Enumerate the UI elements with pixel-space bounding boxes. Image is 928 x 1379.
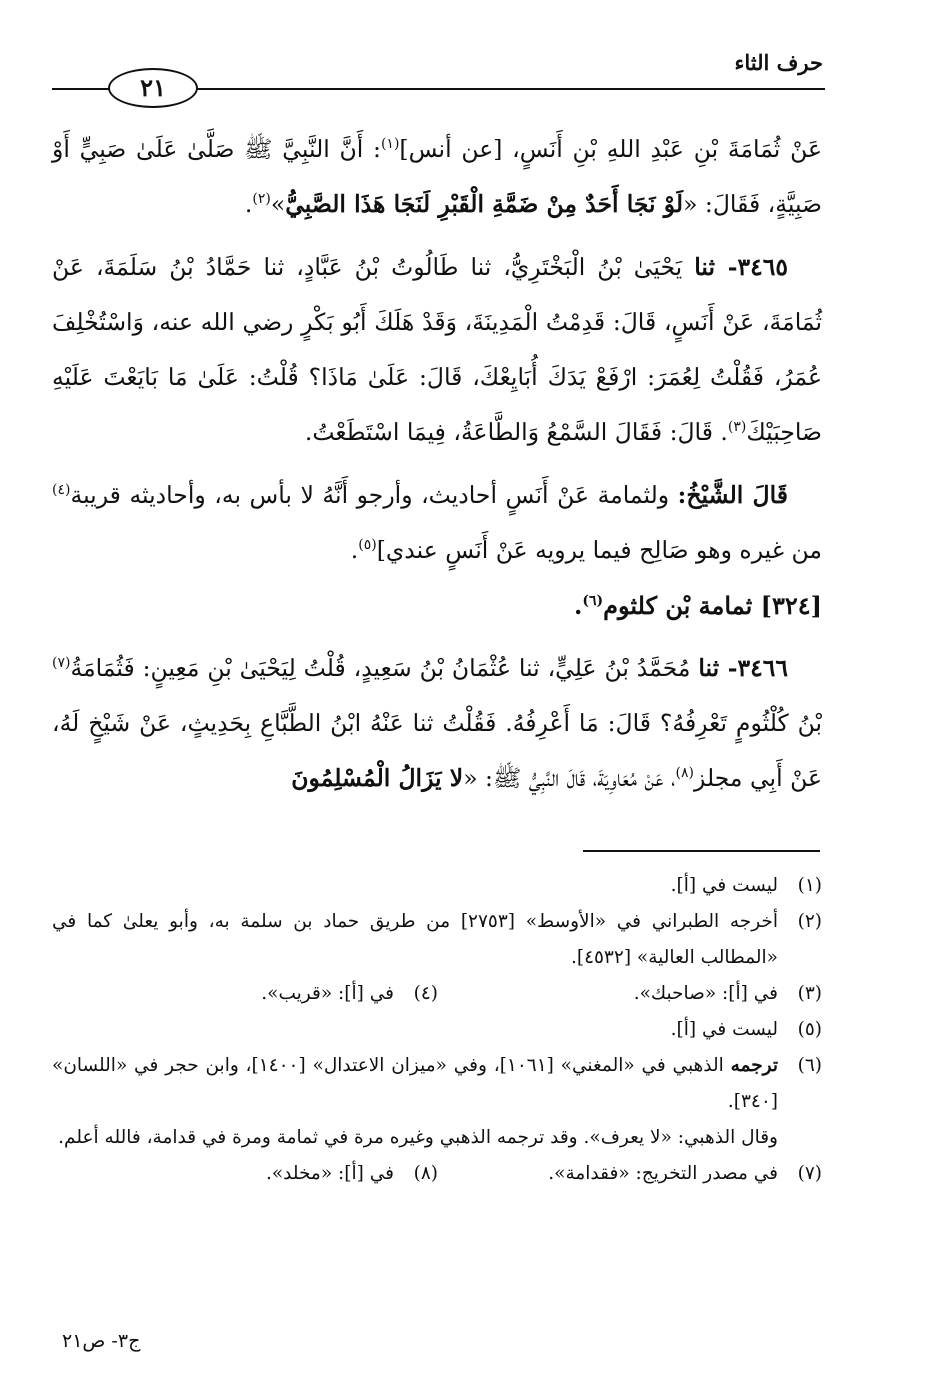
paragraph-3466 [52,641,822,806]
footnote-1 [52,868,822,904]
footnote-8-number: (٨) [413,1163,438,1184]
footnote-5-number: (٥) [797,1019,822,1040]
footnote-ref-7: (٧) [52,655,71,672]
footnote-6-number: (٦) [797,1055,822,1076]
paragraph-sheikh-comment [52,468,822,578]
footnote-8 [266,1156,438,1192]
footnotes [52,868,822,1192]
entry-heading-end: . [573,591,583,620]
main-text [52,122,822,806]
p4-hadith-quote: لا يَزَالُ الْمُسْلِمُونَ [291,764,464,792]
footnote-8-text: في [أ]: «مخلد». [265,1163,394,1184]
p4-keyword: ثنا [698,654,720,682]
footnote-5-text: ليست في [أ]. [670,1019,778,1040]
paragraph-1 [52,122,822,232]
footnote-6-continuation [52,1120,822,1156]
footnote-5 [52,1012,822,1048]
p4-text2: بْنُ كُلْثُومٍ تَعْرِفُهُ؟ قَالَ: مَا أَعْرِفُهُ. فَقُلْتُ ثنا عَنْهُ ابْنُ الطَّبَّاعِ بِحَدِيثٍ، عَنْ شَيْخٍ لَهُ، عَنْ أَبِي مجلز [52,709,822,792]
paragraph-3465 [52,240,822,460]
p4-text3: ، عَنْ مُعَاوِيَةَ، قَالَ النَّبِيُّ ﷺ: « [463,764,676,792]
footnote-3-number: (٣) [797,983,822,1004]
entry-heading-324 [52,578,822,633]
p3-end: . [350,536,359,564]
footnote-7-number: (٧) [797,1163,822,1184]
p3-text2: من غيره وهو صَالِح فيما يرويه عَنْ أَنَسٍ عندي] [376,536,822,564]
footnote-ref-8: (٨) [675,765,694,782]
entry-heading-text: [٣٢٤] ثمامة بْن كلثوم [603,591,822,620]
p1-text2: : أَنَّ النَّبِيَّ ﷺ صَلَّىٰ عَلَىٰ صَبِيٍّ أَوْ صَبِيَّةٍ، فَقَالَ: « [52,135,822,218]
footnote-1-number: (١) [797,875,822,896]
p1-text3: » [270,190,286,218]
footnote-ref-6: (٦) [582,593,604,609]
p3-keyword: قَالَ الشَّيْخُ: [677,481,788,509]
page-header [0,0,928,110]
footnote-row-3-4 [52,976,822,1012]
footnote-4 [261,976,438,1012]
footnote-ref-3: (٣) [727,419,747,436]
footnote-6 [52,1048,822,1120]
footnote-row-7-8 [52,1156,822,1192]
p2-text: يَحْيَىٰ بْنُ الْبَخْتَرِيُّ، ثنا طَالُوتُ بْنُ عَبَّادٍ، ثنا حَمَّادُ بْنُ سَلَمَةَ، عَنْ ثُمَامَةَ، عَنْ أَنَسٍ، قَالَ: قَدِمْتُ الْمَدِينَةَ، وَقَدْ هَلَكَ أَبُو بَكْرٍ رضي الله عنه، وَاسْتُخْلِفَ عُمَرُ، فَقُلْتُ لِعُمَرَ: ارْفَعْ يَدَكَ أُبَايِعْكَ، قَالَ: عَلَىٰ مَاذَا؟ قُلْتُ: عَلَىٰ مَا بَايَعْتَ عَلَيْهِ صَاحِبَيْكَ [52,253,822,446]
footnote-2 [52,904,822,976]
hadith-number-3465: ٣٤٦٥- [715,253,789,281]
p1-text: عَنْ ثُمَامَةَ بْنِ عَبْدِ اللهِ بْنِ أَنَسٍ، [عن أنس] [399,135,822,163]
p4-text: مُحَمَّدُ بْنُ عَلِيٍّ، ثنا عُثْمَانُ بْنُ سَعِيدٍ، قُلْتُ لِيَحْيَىٰ بْنِ مَعِينٍ: فَثُمَامَةُ [70,654,699,682]
footnote-6-text: الذهبي في «المغني» [١٠٦١]، وفي «ميزان الاعتدال» [١٤٠٠]، وابن حجر في «اللسان» [٣٤٠]. [52,1055,778,1112]
page-number-oval: ٢١ [108,68,198,108]
footnote-7-text: في مصدر التخريج: «فقدامة». [548,1163,778,1184]
p2-text2: . قَالَ: فَقَالَ السَّمْعُ وَالطَّاعَةُ، فِيمَا اسْتَطَعْتُ. [304,418,728,446]
footnote-6b-text: وقال الذهبي: «لا يعرف». وقد ترجمه الذهبي وغيره مرة في ثمامة ومرة في قدامة، فالله أعلم. [58,1127,778,1148]
footnote-ref-4: (٤) [52,482,71,499]
p1-hadith-quote: لَوْ نَجَا أَحَدٌ مِنْ ضَمَّةِ الْقَبْرِ لَنَجَا هَذَا الصَّبِيُّ [285,190,684,218]
volume-page-reference: ج٣- ص٢١ [62,1330,141,1352]
footnote-3-text: في [أ]: «صاحبك». [633,983,778,1004]
p2-keyword: ثنا [694,253,715,281]
footnote-ref-5: (٥) [358,537,377,554]
footnote-2-number: (٢) [797,911,822,932]
footnote-2-text: أخرجه الطبراني في «الأوسط» [٢٧٥٣] من طريق حماد بن سلمة به، وأبو يعلىٰ كما في «المطالب العالية» [٤٥٣٢]. [52,911,778,968]
footnote-ref-1: (١) [380,136,400,153]
footnote-4-number: (٤) [413,983,438,1004]
running-head: حرف الثاء [734,50,823,75]
hadith-number-3466: ٣٤٦٦- [719,654,788,682]
p3-text: ولثمامة عَنْ أَنَسٍ أحاديث، وأرجو أَنَّهُ لا بأس به، وأحاديثه قريبة [70,481,678,509]
footnote-ref-2: (٢) [252,191,271,208]
footnote-4-text: في [أ]: «قريب». [261,983,394,1004]
footnote-6-bold: ترجمه [730,1055,778,1076]
p1-end: . [244,190,253,218]
footnote-3 [438,976,822,1012]
footnote-1-text: ليست في [أ]. [670,875,778,896]
footnote-separator [583,850,820,852]
footnote-7 [438,1156,822,1192]
